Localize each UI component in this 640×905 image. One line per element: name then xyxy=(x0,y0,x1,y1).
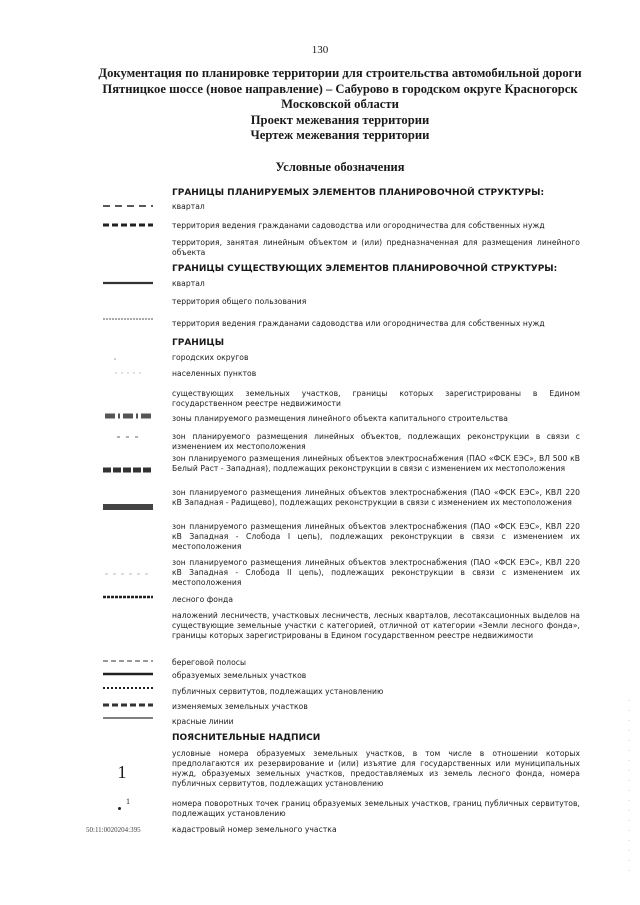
symbol-border-settlements xyxy=(100,366,156,380)
legend-border-changed-plots: изменяемых земельных участков xyxy=(172,702,308,711)
section-planned-header: ГРАНИЦЫ ПЛАНИРУЕМЫХ ЭЛЕМЕНТОВ ПЛАНИРОВОЧНОЙ СТРУКТУРЫ: xyxy=(172,188,545,198)
symbol-cadastral-number: 50:11:0020204:395 xyxy=(86,826,141,834)
section-borders-header: ГРАНИЦЫ xyxy=(172,338,225,348)
point-marker-icon xyxy=(118,807,121,810)
symbol-border-forest-fund xyxy=(100,590,156,604)
legend-border-public-easements: публичных сервитутов, подлежащих установлению xyxy=(172,687,384,696)
scan-margin-marks xyxy=(628,700,630,880)
symbol-border-changed-plots xyxy=(100,698,156,712)
symbol-plot-number: 1 xyxy=(117,762,127,782)
legend-border-kvl-sloboda-1: зон планируемого размещения линейных объектов электроснабжения (ПАО «ФСК ЕЭС», КВЛ 220 кВ Западная - Слобода I цепь), подлежащих реконструкции в связи с изменением их местоположения xyxy=(172,522,580,551)
legend-border-red-lines: красные линии xyxy=(172,717,234,726)
symbol-planned-quarter xyxy=(100,199,156,213)
title-line-5: Чертеж межевания территории xyxy=(250,128,430,142)
legend-border-districts: городских округов xyxy=(172,353,249,362)
symbol-border-capital-object xyxy=(100,409,156,423)
legend-border-formed-plots: образуемых земельных участков xyxy=(172,671,307,680)
legend-existing-public: территория общего пользования xyxy=(172,297,307,306)
symbol-border-linear-reconstruction xyxy=(100,430,156,444)
legend-border-vl500: зон планируемого размещения линейных объектов электроснабжения (ПАО «ФСК ЕЭС», ВЛ 500 кВ Белый Раст - Западная), подлежащих реконструкции в связи с изменением их местоположения xyxy=(172,454,580,473)
legend-border-linear-reconstruction: зон планируемого размещения линейных объектов, подлежащих реконструкции в связи с изменением их местоположения xyxy=(172,432,580,451)
legend-planned-garden: территория ведения гражданами садоводства или огородничества для собственных нужд xyxy=(172,221,545,230)
symbol-existing-quarter xyxy=(100,276,156,290)
legend-planned-quarter: квартал xyxy=(172,202,205,211)
symbol-border-formed-plots xyxy=(100,667,156,681)
symbol-border-districts xyxy=(100,352,156,366)
legend-border-coastal: береговой полосы xyxy=(172,658,247,667)
section-notes-header: ПОЯСНИТЕЛЬНЫЕ НАДПИСИ xyxy=(172,733,321,743)
legend-border-forestry-overlay: наложений лесничеств, участковых лесничеств, лесных кварталов, лесотаксационных выделов на существующие земельные участки с категорией, отличной от категории «Земли лесного фонда», границы которых зарегистрированы в Едином государственном реестре недвижимости xyxy=(172,611,580,640)
title-line-2: Пятницкое шоссе (новое направление) – Сабурово в городском округе Красногорск xyxy=(102,81,578,96)
symbol-planned-garden xyxy=(100,218,156,232)
page-number: 130 xyxy=(311,44,329,56)
title-line-3: Московской области xyxy=(281,97,399,111)
title-line-1: Документация по планировке территории для строительства автомобильной дороги xyxy=(98,66,582,80)
document-title xyxy=(60,66,620,144)
symbol-border-coastal xyxy=(100,654,156,668)
symbol-border-kvl-radishchevo xyxy=(100,500,156,514)
legend-border-settlements: населенных пунктов xyxy=(172,369,257,378)
legend-planned-linear: территория, занятая линейным объектом и (или) предназначенная для размещения линейного объекта xyxy=(172,238,580,257)
legend-border-kvl-radishchevo: зон планируемого размещения линейных объектов электроснабжения (ПАО «ФСК ЕЭС», КВЛ 220 кВ Западная - Радищево), подлежащих реконструкции в связи с изменением их местоположения xyxy=(172,488,580,507)
legend-border-forest-fund: лесного фонда xyxy=(172,595,234,604)
symbol-border-kvl-sloboda-2 xyxy=(100,567,156,581)
symbol-border-red-lines xyxy=(100,711,156,725)
legend-existing-quarter: квартал xyxy=(172,279,205,288)
symbol-border-vl500 xyxy=(100,463,156,477)
legend-border-kvl-sloboda-2: зон планируемого размещения линейных объектов электроснабжения (ПАО «ФСК ЕЭС», КВЛ 220 кВ Западная - Слобода II цепь), подлежащих реконструкции в связи с изменением их местоположения xyxy=(172,558,580,587)
legend-note-plot-numbers: условные номера образуемых земельных участков, в том числе в отношении которых предполагаются их резервирование и (или) изъятие для государственных или муниципальных нужд, образуемых земельных участков, предоставляемых из земель лесного фонда, номера публичных сервитутов, подлежащих установлению xyxy=(172,749,580,788)
legend-title: Условные обозначения xyxy=(275,160,405,174)
title-line-4: Проект межевания территории xyxy=(250,112,430,127)
legend-note-point-numbers: номера поворотных точек границ образуемых земельных участков, границ публичных сервитутов, подлежащих установлению xyxy=(172,799,580,818)
section-existing-header: ГРАНИЦЫ СУЩЕСТВУЮЩИХ ЭЛЕМЕНТОВ ПЛАНИРОВОЧНОЙ СТРУКТУРЫ: xyxy=(172,264,558,274)
symbol-existing-garden xyxy=(100,312,156,326)
symbol-point-number: 1 xyxy=(126,797,130,806)
legend-note-cadastral: кадастровый номер земельного участка xyxy=(172,825,337,834)
symbol-border-public-easements xyxy=(100,681,156,695)
legend-border-capital-object: зоны планируемого размещения линейного объекта капитального строительства xyxy=(172,414,508,423)
legend-existing-garden: территория ведения гражданами садоводства или огородничества для собственных нужд xyxy=(172,319,545,328)
legend-border-existing-plots: существующих земельных участков, границы которых зарегистрированы в Едином государственном реестре недвижимости xyxy=(172,389,580,408)
